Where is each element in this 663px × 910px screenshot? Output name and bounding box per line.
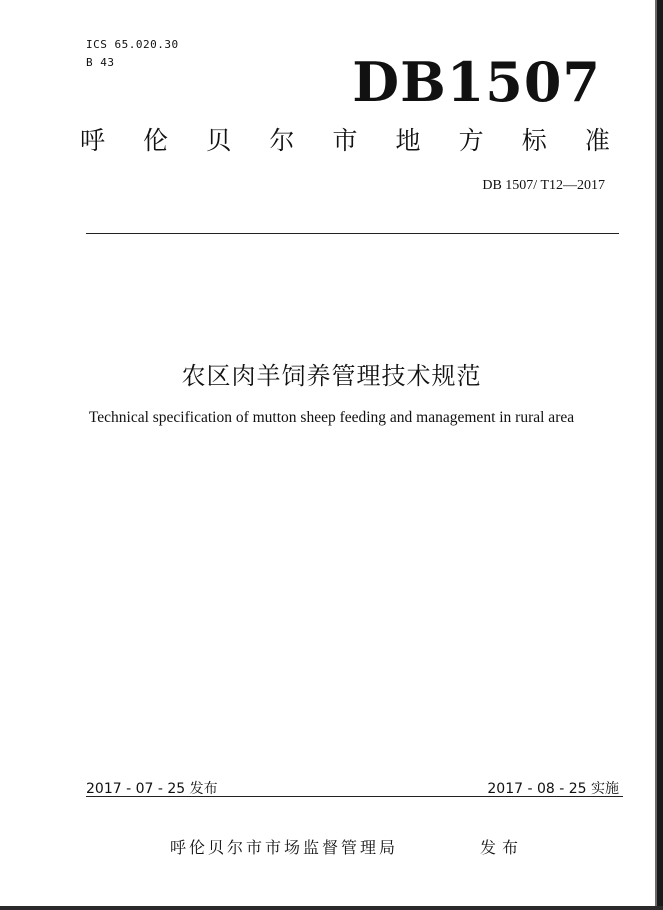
standard-type-char: 准 <box>584 126 610 155</box>
standard-type-char: 地 <box>395 126 421 155</box>
title-english: Technical specification of mutton sheep feeding and management in rural area <box>88 409 575 426</box>
standard-type-char: 贝 <box>206 126 232 155</box>
issuing-authority: 呼伦贝尔市市场监督管理局 <box>170 838 399 857</box>
standard-type-char: 市 <box>332 126 358 155</box>
standard-type <box>80 128 610 153</box>
ics-code: ICS 65.020.30 <box>86 38 179 51</box>
standard-type-char: 方 <box>458 126 484 155</box>
db-code: DB1507 <box>352 50 601 114</box>
standard-type-char: 呼 <box>80 126 106 155</box>
standard-type-char: 标 <box>521 126 547 155</box>
standard-type-char: 尔 <box>269 126 295 155</box>
implement-date: 2017 - 08 - 25 实施 <box>487 781 619 797</box>
publish-date: 2017 - 07 - 25 发布 <box>86 781 218 797</box>
divider <box>86 233 619 234</box>
standard-number: DB 1507/ T12—2017 <box>482 178 605 193</box>
standard-type-char: 伦 <box>143 126 169 155</box>
scan-edge <box>657 0 663 910</box>
classification-code: B 43 <box>86 56 115 69</box>
title-chinese: 农区肉羊饲养管理技术规范 <box>181 362 482 390</box>
divider <box>86 796 623 797</box>
scan-edge <box>0 906 663 910</box>
issue-label: 发布 <box>480 838 525 857</box>
